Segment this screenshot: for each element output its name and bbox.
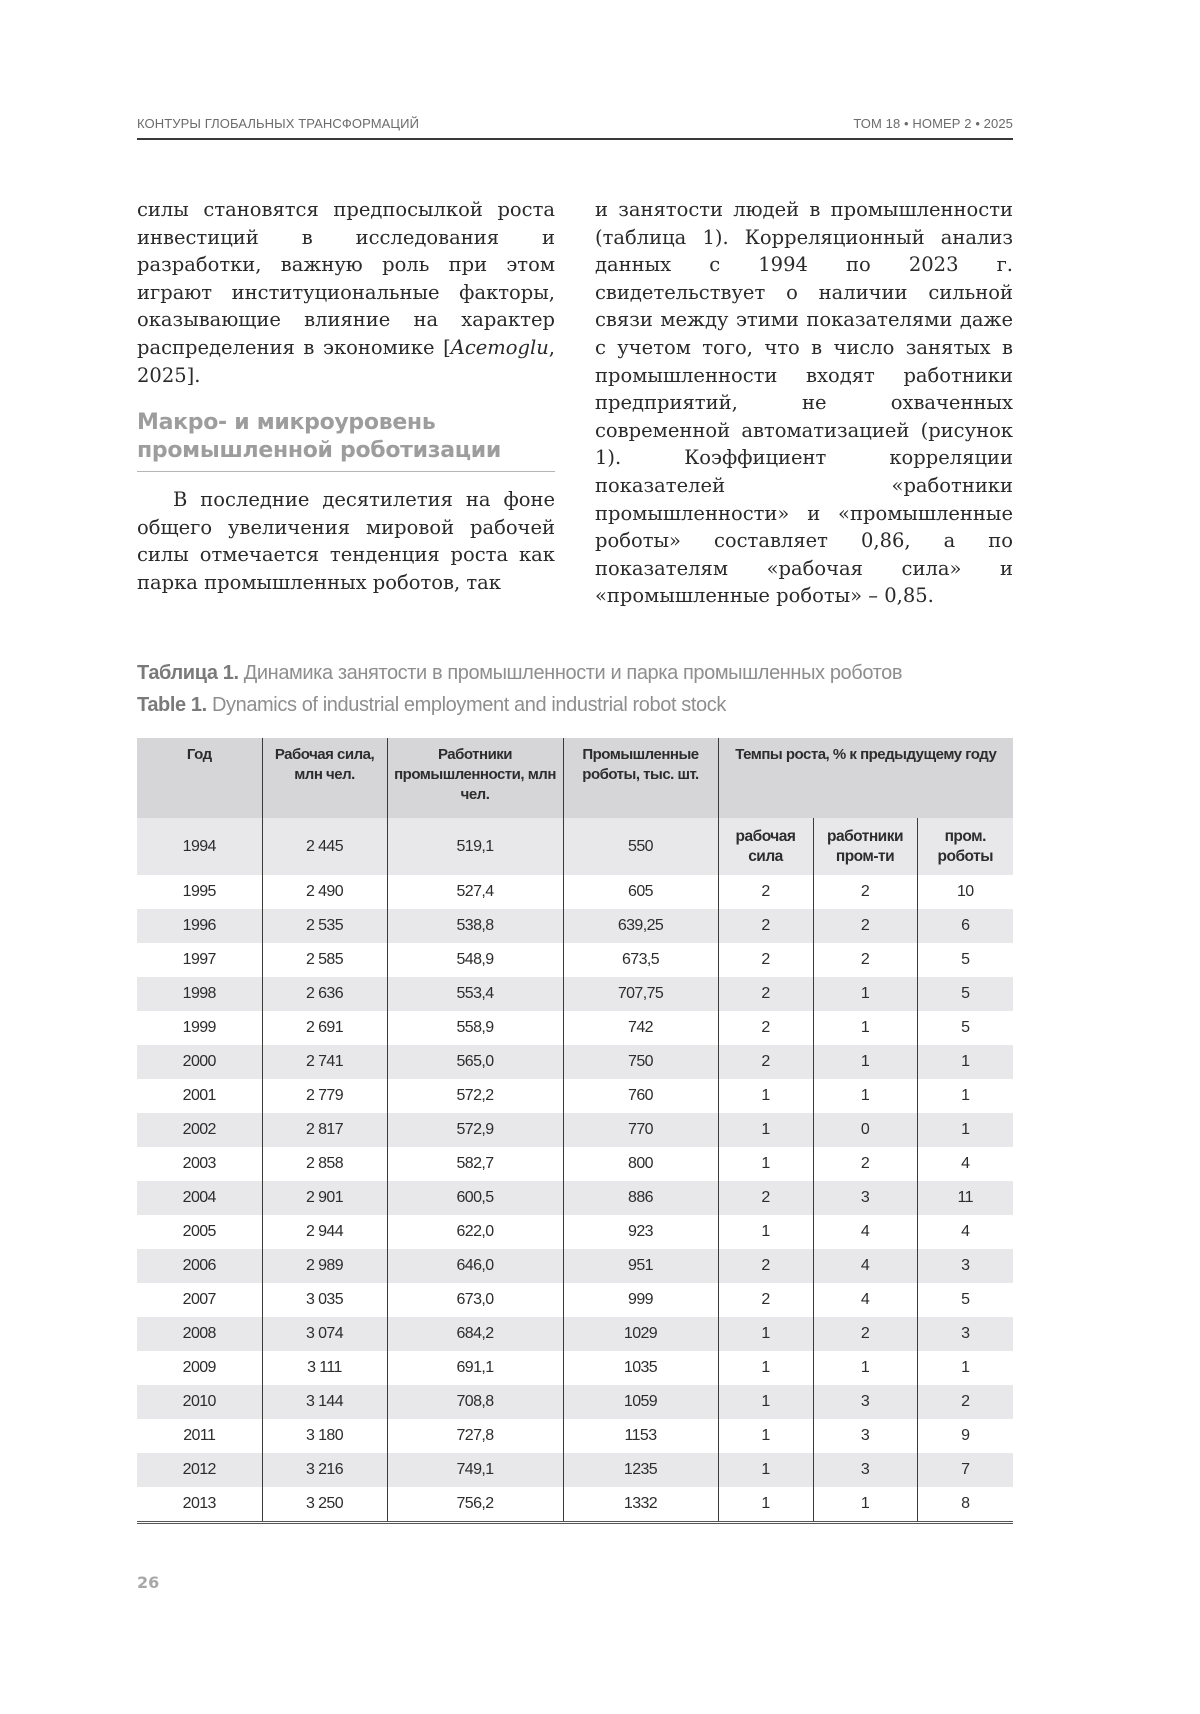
cell-growth-workers: 1 (813, 1487, 917, 1523)
cell-labor-force: 3 035 (262, 1283, 387, 1317)
cell-year: 2002 (137, 1113, 262, 1147)
table-row (137, 1487, 1013, 1523)
cell-labor-force: 2 779 (262, 1079, 387, 1113)
cell-growth-robots: 3 (917, 1317, 1013, 1351)
cell-labor-force: 3 144 (262, 1385, 387, 1419)
cell-growth-labor: 2 (718, 909, 813, 943)
cell-industry-workers: 691,1 (387, 1351, 563, 1385)
cell-labor-force: 2 858 (262, 1147, 387, 1181)
cell-industry-workers: 572,2 (387, 1079, 563, 1113)
cell-growth-labor: 1 (718, 1453, 813, 1487)
cell-growth-robots: 5 (917, 1011, 1013, 1045)
cell-growth-robots: 4 (917, 1215, 1013, 1249)
paragraph-correlation: и занятости людей в промышленности (таблица 1). Корреляционный анализ данных с 1994 по 2023 г. свидетельствует о наличии сильной связи между этими показателями даже с учетом того, что в число занятых в промышленности входят работники предприятий, не охваченных современной автоматизацией (рисунок 1). Коэффициент корреляции показателей «работники промышленности» и «промышленные роботы» составляет 0,86, а по показателям «рабочая сила» и «промышленные роботы» – 0,85. (595, 198, 1013, 608)
cell-growth-labor: 1 (718, 1351, 813, 1385)
cell-robots: 886 (563, 1181, 718, 1215)
cell-labor-force: 3 111 (262, 1351, 387, 1385)
cell-industry-workers: 553,4 (387, 977, 563, 1011)
table-row (137, 1113, 1013, 1147)
cell-robots: 800 (563, 1147, 718, 1181)
cell-growth-robots: 1 (917, 1113, 1013, 1147)
cell-growth-workers: 1 (813, 1045, 917, 1079)
cell-industry-workers: 527,4 (387, 875, 563, 909)
cell-growth-robots: 5 (917, 977, 1013, 1011)
cell-growth-labor: 2 (718, 1045, 813, 1079)
cell-industry-workers: 622,0 (387, 1215, 563, 1249)
table-row (137, 1385, 1013, 1419)
cell-growth-labor: 1 (718, 1215, 813, 1249)
cell-growth-robots: 4 (917, 1147, 1013, 1181)
table-caption-en (137, 694, 726, 717)
cell-robots: 742 (563, 1011, 718, 1045)
cell-labor-force: 2 445 (262, 818, 387, 875)
cell-growth-labor: 1 (718, 1317, 813, 1351)
running-head (137, 112, 1013, 140)
cell-labor-force: 2 944 (262, 1215, 387, 1249)
cell-labor-force: 3 180 (262, 1419, 387, 1453)
cell-year: 1994 (137, 818, 262, 875)
table-row (137, 1215, 1013, 1249)
table-title-ru: Динамика занятости в промышленности и парка промышленных роботов (238, 662, 903, 684)
header-industry-workers: Работники промышленности, млн чел. (387, 738, 563, 818)
cell-labor-force: 2 691 (262, 1011, 387, 1045)
cell-year: 1997 (182, 951, 216, 968)
header-growth-rates: Темпы роста, % к предыдущему году (718, 738, 1013, 818)
cell-growth-labor: 2 (718, 1011, 813, 1045)
cell-industry-workers: 727,8 (387, 1419, 563, 1453)
table-row (137, 1317, 1013, 1351)
cell-growth-workers: 2 (813, 943, 917, 977)
cell-labor-force: 2 741 (262, 1045, 387, 1079)
cell-robots: 923 (563, 1215, 718, 1249)
cell-growth-labor: 2 (718, 1249, 813, 1283)
cell-growth-workers: 4 (813, 1283, 917, 1317)
cell-growth-labor: 1 (718, 1113, 813, 1147)
journal-title: КОНТУРЫ ГЛОБАЛЬНЫХ ТРАНСФОРМАЦИЙ (137, 116, 420, 131)
cell-growth-robots: 5 (917, 943, 1013, 977)
cell-year: 2004 (137, 1181, 262, 1215)
cell-growth-labor: 1 (718, 1147, 813, 1181)
cell-growth-workers: 1 (813, 977, 917, 1011)
issue-info: ТОМ 18 • НОМЕР 2 • 2025 (853, 116, 1013, 131)
cell-growth-workers: 4 (813, 1249, 917, 1283)
cell-industry-workers: 558,9 (387, 1011, 563, 1045)
paragraph-intro: В последние десятилетия на фоне общего увеличения мировой рабочей силы отмечается тенденция роста как парка промышленных роботов, так (137, 488, 555, 594)
cell-year: 2000 (137, 1045, 262, 1079)
cell-labor-force: 2 490 (262, 875, 387, 909)
cell-robots: 750 (563, 1045, 718, 1079)
left-column (137, 196, 555, 597)
cell-growth-robots: 7 (917, 1453, 1013, 1487)
citation-author: Acemoglu (450, 335, 549, 359)
subheader-growth-workers: работники пром-ти (813, 818, 917, 875)
data-table (137, 738, 1013, 1524)
cell-year: 2001 (182, 1087, 216, 1104)
cell-year: 2013 (137, 1487, 262, 1523)
cell-growth-robots: 10 (917, 875, 1013, 909)
cell-growth-labor: 1 (718, 1385, 813, 1419)
cell-growth-workers: 1 (813, 1351, 917, 1385)
cell-industry-workers: 646,0 (387, 1249, 563, 1283)
cell-year: 1996 (137, 909, 262, 943)
table-title-en: Dynamics of industrial employment and industrial robot stock (206, 694, 726, 716)
section-heading: Макро- и микроуровень промышленной роботизации (137, 409, 555, 472)
cell-industry-workers: 538,8 (387, 909, 563, 943)
cell-growth-robots: 1 (917, 1079, 1013, 1113)
cell-robots: 760 (563, 1079, 718, 1113)
table-row (137, 977, 1013, 1011)
cell-year: 2012 (137, 1453, 262, 1487)
cell-year: 2010 (137, 1385, 262, 1419)
cell-robots: 1235 (563, 1453, 718, 1487)
cell-robots: 1029 (563, 1317, 718, 1351)
cell-growth-workers: 2 (813, 875, 917, 909)
header-robots: Промышленные роботы, тыс. шт. (563, 738, 718, 818)
table-row (137, 1351, 1013, 1385)
cell-robots: 951 (563, 1249, 718, 1283)
cell-year: 2003 (182, 1155, 216, 1172)
citation-year: , 2025]. (137, 335, 555, 387)
cell-labor-force: 3 074 (262, 1317, 387, 1351)
cell-growth-robots: 1 (917, 1045, 1013, 1079)
table-row (137, 1011, 1013, 1045)
cell-industry-workers: 565,0 (387, 1045, 563, 1079)
cell-industry-workers: 708,8 (387, 1385, 563, 1419)
cell-labor-force: 2 535 (262, 909, 387, 943)
paragraph-text: силы становятся предпосылкой роста инвестиций в исследования и разработки, важную роль при этом играют институциональные факторы, оказывающие влияние на характер распределения в экономике [ (137, 198, 555, 359)
table-row (137, 818, 1013, 875)
cell-growth-workers: 3 (813, 1385, 917, 1419)
cell-labor-force: 3 216 (262, 1453, 387, 1487)
page-number: 26 (137, 1573, 160, 1592)
table-label-ru: Таблица 1. (137, 662, 239, 684)
table-caption-ru (137, 662, 902, 685)
cell-growth-robots: 6 (917, 909, 1013, 943)
cell-industry-workers: 572,9 (387, 1113, 563, 1147)
cell-robots: 550 (563, 818, 718, 875)
cell-growth-labor: 2 (718, 1181, 813, 1215)
cell-year: 2011 (183, 1427, 216, 1444)
cell-growth-workers: 2 (813, 1147, 917, 1181)
cell-labor-force: 2 817 (262, 1113, 387, 1147)
cell-growth-labor: 2 (718, 943, 813, 977)
cell-growth-robots: 11 (917, 1181, 1013, 1215)
cell-growth-workers: 1 (813, 1079, 917, 1113)
cell-growth-workers: 4 (813, 1215, 917, 1249)
right-column (595, 196, 1013, 610)
cell-growth-labor: 1 (718, 1419, 813, 1453)
cell-growth-labor: 2 (718, 875, 813, 909)
cell-growth-robots: 2 (917, 1385, 1013, 1419)
cell-labor-force: 2 636 (262, 977, 387, 1011)
cell-year: 1999 (182, 1019, 216, 1036)
cell-industry-workers: 600,5 (387, 1181, 563, 1215)
table-row (137, 1045, 1013, 1079)
cell-growth-robots: 9 (917, 1419, 1013, 1453)
cell-year: 2005 (182, 1223, 216, 1240)
cell-industry-workers: 582,7 (387, 1147, 563, 1181)
cell-year: 1998 (137, 977, 262, 1011)
cell-growth-robots: 3 (917, 1249, 1013, 1283)
table-row (137, 1249, 1013, 1283)
cell-year: 2009 (182, 1359, 216, 1376)
cell-growth-workers: 3 (813, 1181, 917, 1215)
cell-industry-workers: 673,0 (387, 1283, 563, 1317)
table-row (137, 875, 1013, 909)
cell-industry-workers: 519,1 (387, 818, 563, 875)
cell-labor-force: 2 585 (262, 943, 387, 977)
table-row (137, 1147, 1013, 1181)
cell-growth-workers: 1 (813, 1011, 917, 1045)
table-row (137, 1181, 1013, 1215)
cell-growth-labor: 1 (718, 1079, 813, 1113)
cell-robots: 1035 (563, 1351, 718, 1385)
cell-growth-workers: 0 (813, 1113, 917, 1147)
cell-year: 2008 (137, 1317, 262, 1351)
cell-robots: 770 (563, 1113, 718, 1147)
cell-growth-robots: 1 (917, 1351, 1013, 1385)
subheader-growth-labor: рабочая сила (718, 818, 813, 875)
cell-robots: 605 (563, 875, 718, 909)
cell-industry-workers: 749,1 (387, 1453, 563, 1487)
cell-growth-robots: 5 (917, 1283, 1013, 1317)
cell-growth-workers: 2 (813, 1317, 917, 1351)
cell-industry-workers: 756,2 (387, 1487, 563, 1523)
paragraph-continuation (137, 196, 555, 389)
cell-year: 1995 (182, 883, 216, 900)
subheader-growth-robots: пром. роботы (917, 818, 1013, 875)
cell-industry-workers: 548,9 (387, 943, 563, 977)
table-label-en: Table 1. (137, 694, 207, 716)
table-row (137, 1419, 1013, 1453)
cell-growth-workers: 3 (813, 1419, 917, 1453)
cell-robots: 707,75 (563, 977, 718, 1011)
cell-growth-workers: 3 (813, 1453, 917, 1487)
header-year: Год (137, 738, 262, 818)
cell-labor-force: 3 250 (262, 1487, 387, 1523)
table-row (137, 1453, 1013, 1487)
cell-year: 2007 (182, 1291, 216, 1308)
cell-robots: 1059 (563, 1385, 718, 1419)
cell-labor-force: 2 901 (262, 1181, 387, 1215)
cell-robots: 639,25 (563, 909, 718, 943)
table-row (137, 1079, 1013, 1113)
cell-robots: 1332 (563, 1487, 718, 1523)
cell-industry-workers: 684,2 (387, 1317, 563, 1351)
header-labor-force: Рабочая сила, млн чел. (262, 738, 387, 818)
table-row (137, 943, 1013, 977)
cell-robots: 673,5 (563, 943, 718, 977)
cell-robots: 1153 (563, 1419, 718, 1453)
cell-growth-workers: 2 (813, 909, 917, 943)
cell-growth-labor: 1 (718, 1487, 813, 1523)
table-row (137, 909, 1013, 943)
cell-year: 2006 (137, 1249, 262, 1283)
cell-growth-labor: 2 (718, 1283, 813, 1317)
cell-growth-robots: 8 (917, 1487, 1013, 1523)
cell-growth-labor: 2 (718, 977, 813, 1011)
table-row (137, 1283, 1013, 1317)
cell-robots: 999 (563, 1283, 718, 1317)
cell-labor-force: 2 989 (262, 1249, 387, 1283)
